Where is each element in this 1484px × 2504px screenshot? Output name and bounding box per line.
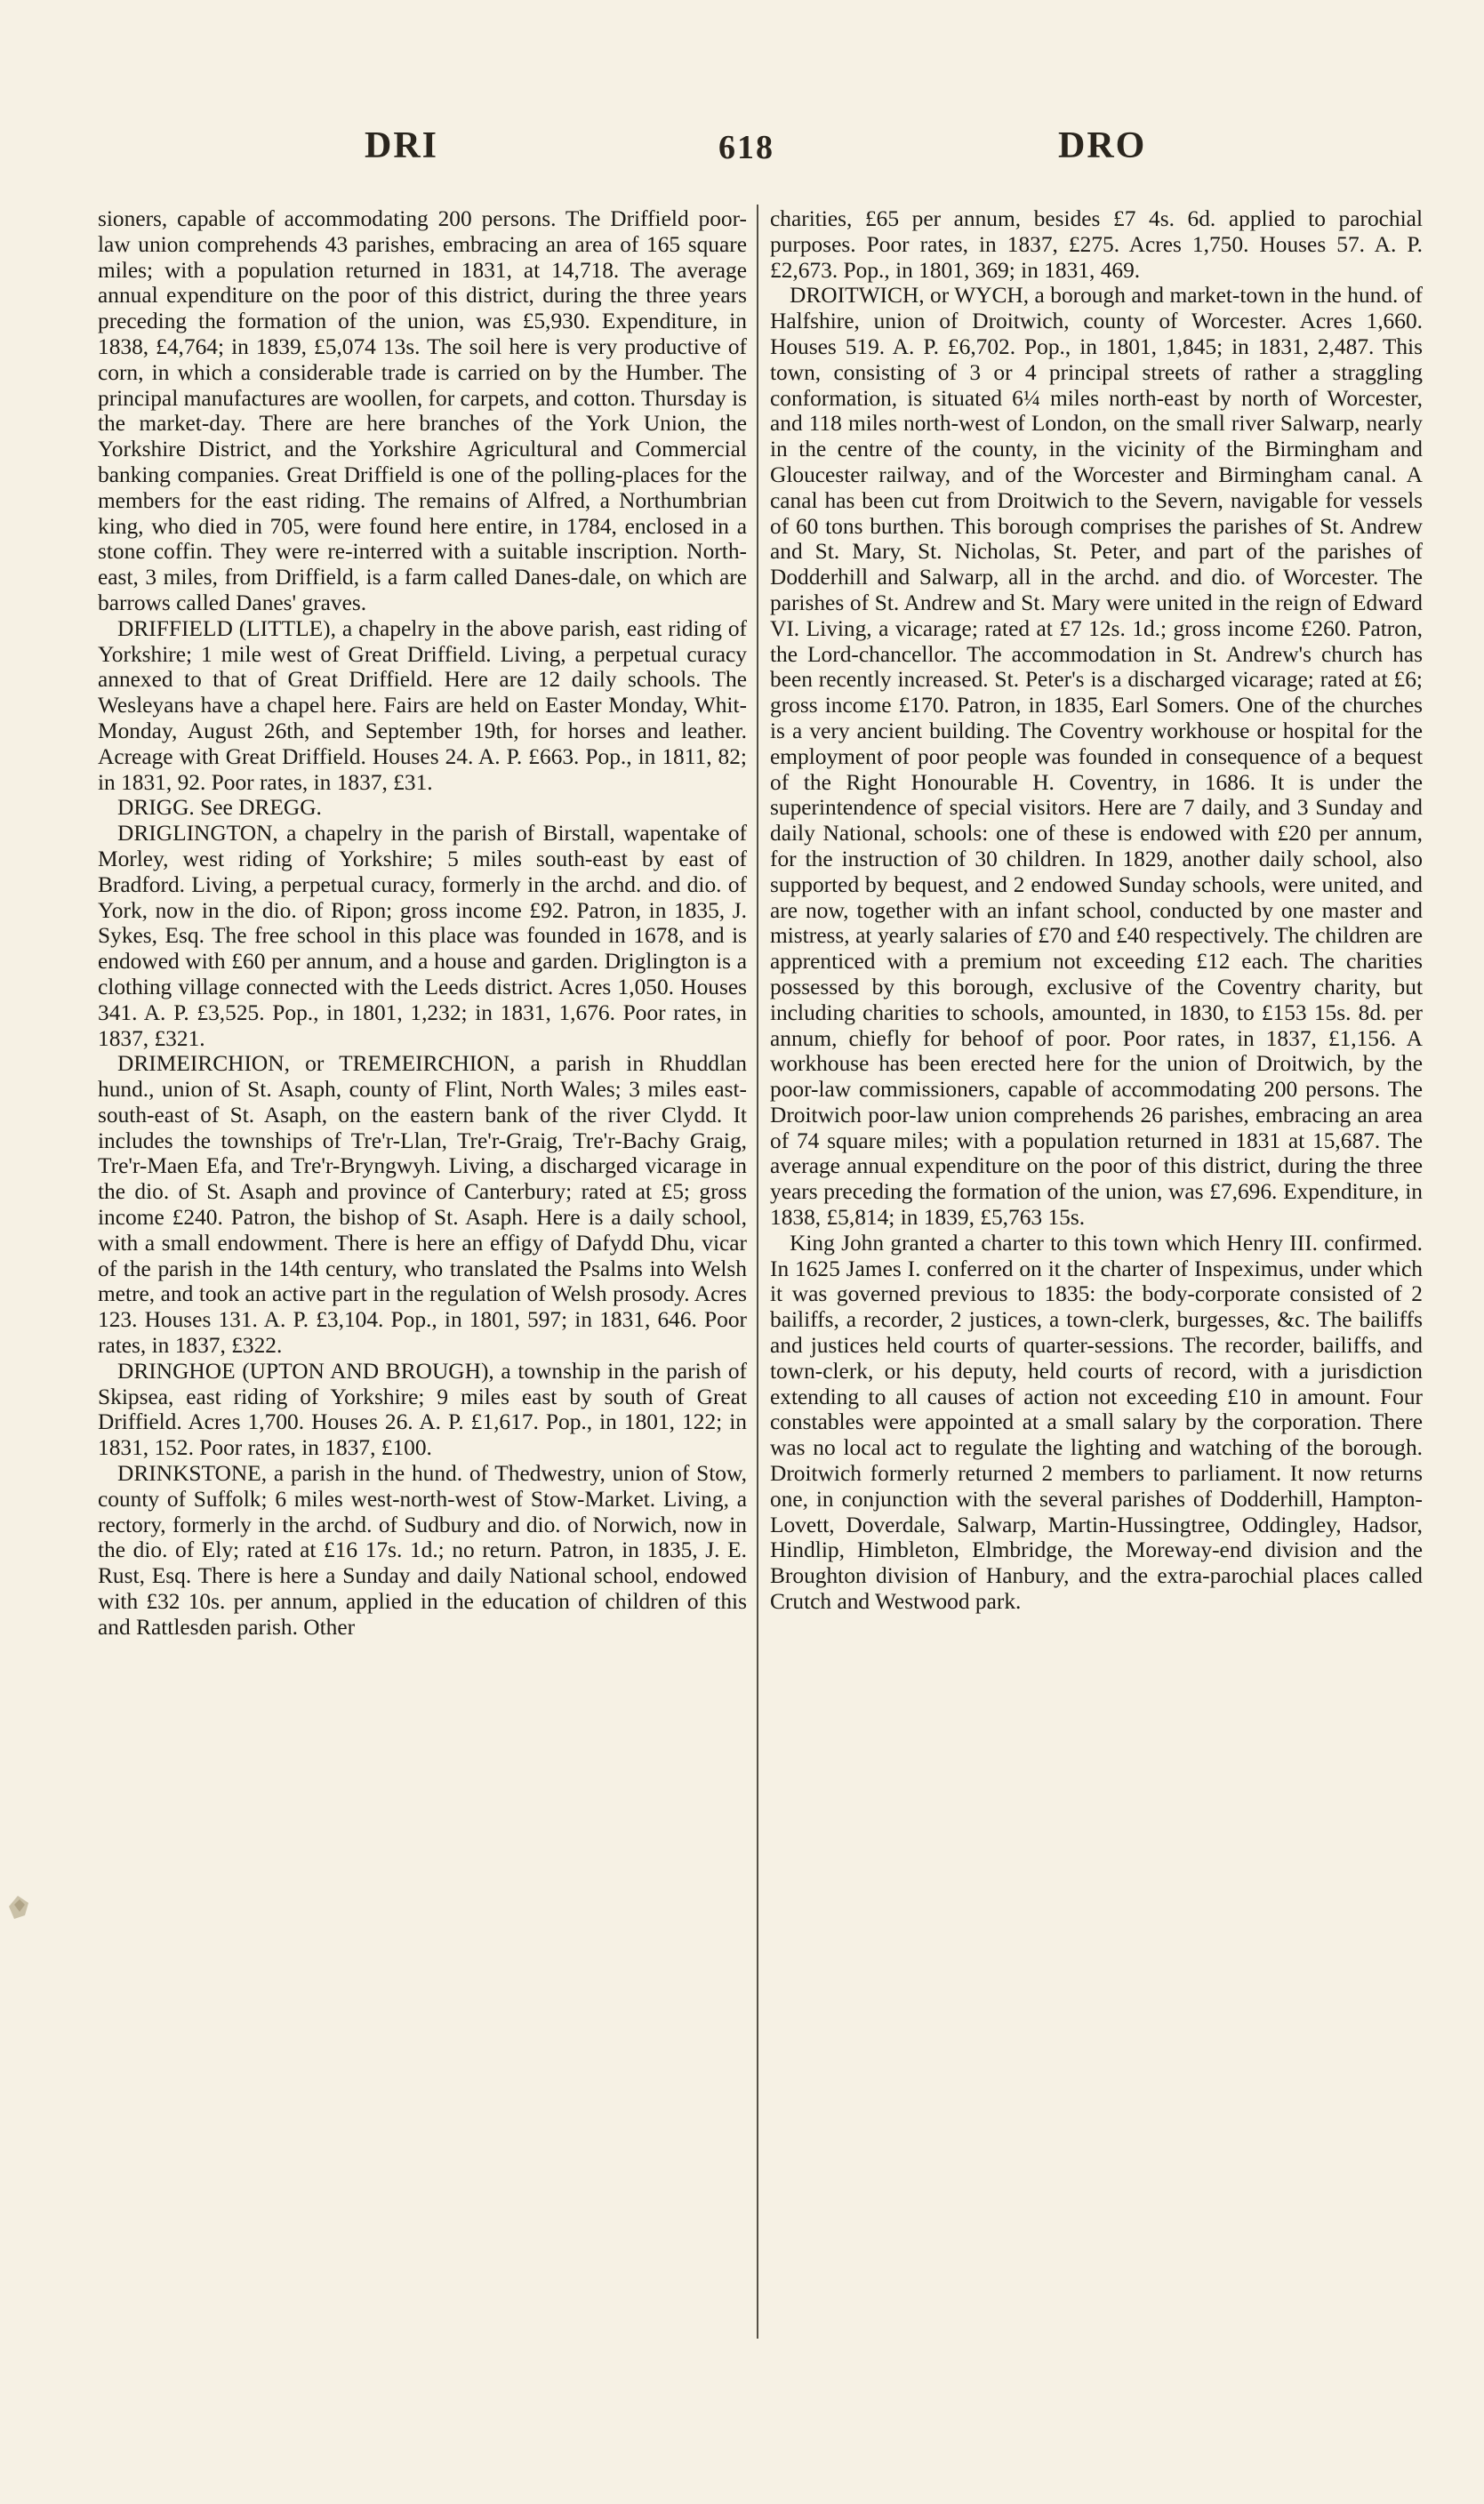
margin-stain-mark bbox=[5, 1890, 34, 1922]
entry-driffield-little: DRIFFIELD (LITTLE), a chapelry in the above parish, east riding of Yorkshire; 1 mile west of Great Driffield. Living, a perpetual curacy annexed to that of Great Driffield. Here are 12 daily schools. The Wesleyans have a chapel here. Fairs are held on Easter Monday, Whit-Monday, August 26th, and September 19th, for horses and leather. Acreage with Great Driffield. Houses 24. A. P. £663. Pop., in 1811, 82; in 1831, 92. Poor rates, in 1837, £31. bbox=[98, 615, 747, 795]
entry-dringhoe: DRINGHOE (UPTON AND BROUGH), a township in the parish of Skipsea, east riding of Yorkshire; 9 miles east by south of Great Driffield. Acres 1,700. Houses 26. A. P. £1,617. Pop., in 1801, 122; in 1831, 152. Poor rates, in 1837, £100. bbox=[98, 1358, 747, 1461]
column-divider bbox=[757, 205, 758, 2339]
entry-drimeirchion: DRIMEIRCHION, or TREMEIRCHION, a parish in Rhuddlan hund., union of St. Asaph, county of Flint, North Wales; 3 miles east-south-east of St. Asaph, on the eastern bank of the river Clydd. It includes the townships of Tre'r-Llan, Tre'r-Graig, Tre'r-Bachy Graig, Tre'r-Maen Efa, and Tre'r-Bryngwyh. Living, a discharged vicarage in the dio. of St. Asaph and province of Canterbury; rated at £5; gross income £240. Patron, the bishop of St. Asaph. Here is a daily school, with a small endowment. There is here an effigy of Dafydd Dhu, vicar of the parish in the 14th century, who translated the Psalms into Welsh metre, and took an active part in the regulation of Welsh prosody. Acres 123. Houses 131. A. P. £3,104. Pop., in 1801, 597; in 1831, 646. Poor rates, in 1837, £322. bbox=[98, 1051, 747, 1359]
page-number: 618 bbox=[718, 129, 774, 166]
left-column bbox=[98, 206, 747, 1641]
running-header bbox=[0, 124, 1484, 178]
entry-droitwich: DROITWICH, or WYCH, a borough and market-town in the hund. of Halfshire, union of Droitwich, county of Worcester. Acres 1,660. Houses 519. A. P. £6,702. Pop., in 1801, 1,845; in 1831, 2,487. This town, consisting of 3 or 4 principal streets of rather a straggling conformation, is situated 6¼ miles north-east by north of Worcester, and 118 miles north-west of London, on the small river Salwarp, nearly in the centre of the county, in the vicinity of the Birmingham and Gloucester railway, and of the Worcester and Birmingham canal. A canal has been cut from Droitwich to the Severn, navigable for vessels of 60 tons burthen. This borough comprises the parishes of St. Andrew and St. Mary, St. Nicholas, St. Peter, and part of the parishes of Dodderhill and Salwarp, all in the archd. and dio. of Worcester. The parishes of St. Andrew and St. Mary were united in the reign of Edward VI. Living, a vicarage; rated at £7 12s. 1d.; gross income £260. Patron, the Lord-chancellor. The accommodation in St. Andrew's church has been recently increased. St. Peter's is a discharged vicarage; rated at £6; gross income £170. Patron, in 1835, Earl Somers. One of the churches is a very ancient building. The Coventry workhouse or hospital for the employment of poor people was founded in consequence of a bequest of the Right Honourable H. Coventry, in 1686. It is under the superintendence of special visitors. Here are 7 daily, and 3 Sunday and daily National, schools: one of these is endowed with £20 per annum, for the instruction of 30 children. In 1829, another daily school, also supported by bequest, and 2 endowed Sunday schools, were united, and are now, together with an infant school, conducted by one master and mistress, at yearly salaries of £70 and £40 respectively. The children are apprenticed with a premium not exceeding £12 each. The charities possessed by this borough, exclusive of the Coventry charity, but including charities to schools, amounted, in 1830, to £153 15s. 8d. per annum, chiefly for behoof of poor. Poor rates, in 1837, £1,156. A workhouse has been erected here for the union of Droitwich, by the poor-law commissioners, capable of accommodating 200 persons. The Droitwich poor-law union comprehends 26 parishes, embracing an area of 74 square miles; with a population returned in 1831 at 15,687. The average annual expenditure on the poor of this district, during the three years preceding the formation of the union, was £7,696. Expenditure, in 1838, £5,814; in 1839, £5,763 15s. bbox=[770, 283, 1423, 1231]
entry-droitwich-history: King John granted a charter to this town which Henry III. confirmed. In 1625 James I. conferred on it the charter of Inspeximus, under which it was governed previous to 1835: the body-corporate consisted of 2 bailiffs, a recorder, 2 justices, a town-clerk, burgesses, &c. The bailiffs and justices held courts of quarter-sessions. The recorder, bailiffs, and town-clerk, or his deputy, held courts of record, with a jurisdiction extending to all causes of action not exceeding £10 in amount. Four constables were appointed at a small salary by the corporation. There was no local act to regulate the lighting and watching of the borough. Droitwich formerly returned 2 members to parliament. It now returns one, in conjunction with the several parishes of Dodderhill, Hampton-Lovett, Doverdale, Salwarp, Martin-Hussingtree, Oddingley, Hadsor, Hindlip, Himbleton, Elmbridge, the Moreway-end division and the Broughton division of Hanbury, and the extra-parochial places called Crutch and Westwood park. bbox=[770, 1230, 1423, 1615]
header-right-guideword: DRO bbox=[1058, 125, 1147, 166]
entry-continuation: sioners, capable of accommodating 200 persons. The Driffield poor-law union comprehends 43 parishes, embracing an area of 165 square miles; with a population returned in 1831, at 14,718. The average annual expenditure on the poor of this district, during the three years preceding the formation of the union, was £5,930. Expenditure, in 1838, £4,764; in 1839, £5,074 13s. The soil here is very productive of corn, in which a considerable trade is carried on by the Humber. The principal manufactures are woollen, for carpets, and cotton. Thursday is the market-day. There are here branches of the York Union, the Yorkshire District, and the Yorkshire Agricultural and Commercial banking companies. Great Driffield is one of the polling-places for the members for the east riding. The remains of Alfred, a Northumbrian king, who died in 705, were found here entire, in 1784, enclosed in a stone coffin. They were re-interred with a suitable inscription. North-east, 3 miles, from Driffield, is a farm called Danes-dale, on which are barrows called Danes' graves. bbox=[98, 206, 747, 615]
entry-drigg: DRIGG. See DREGG. bbox=[117, 795, 322, 821]
entry-drinkstone: DRINKSTONE, a parish in the hund. of Thedwestry, union of Stow, county of Suffolk; 6 miles west-north-west of Stow-Market. Living, a rectory, formerly in the archd. of Sudbury and dio. of Norwich, now in the dio. of Ely; rated at £16 17s. 1d.; no return. Patron, in 1835, J. E. Rust, Esq. There is here a Sunday and daily National school, endowed with £32 10s. per annum, applied in the education of children of this and Rattlesden parish. Other bbox=[98, 1461, 747, 1640]
entry-driglington: DRIGLINGTON, a chapelry in the parish of Birstall, wapentake of Morley, west riding of Yorkshire; 5 miles south-east by east of Bradford. Living, a perpetual curacy, formerly in the archd. and dio. of York, now in the dio. of Ripon; gross income £92. Patron, in 1835, J. Sykes, Esq. The free school in this place was founded in 1678, and is endowed with £60 per annum, and a house and garden. Driglington is a clothing village connected with the Leeds district. Acres 1,050. Houses 341. A. P. £3,525. Pop., in 1801, 1,232; in 1831, 1,676. Poor rates, in 1837, £321. bbox=[98, 821, 747, 1051]
entry-continuation-right: charities, £65 per annum, besides £7 4s. 6d. applied to parochial purposes. Poor rates, in 1837, £275. Acres 1,750. Houses 57. A. P. £2,673. Pop., in 1801, 369; in 1831, 469. bbox=[770, 206, 1423, 283]
right-column bbox=[770, 206, 1423, 1615]
header-left-guideword: DRI bbox=[365, 125, 439, 166]
